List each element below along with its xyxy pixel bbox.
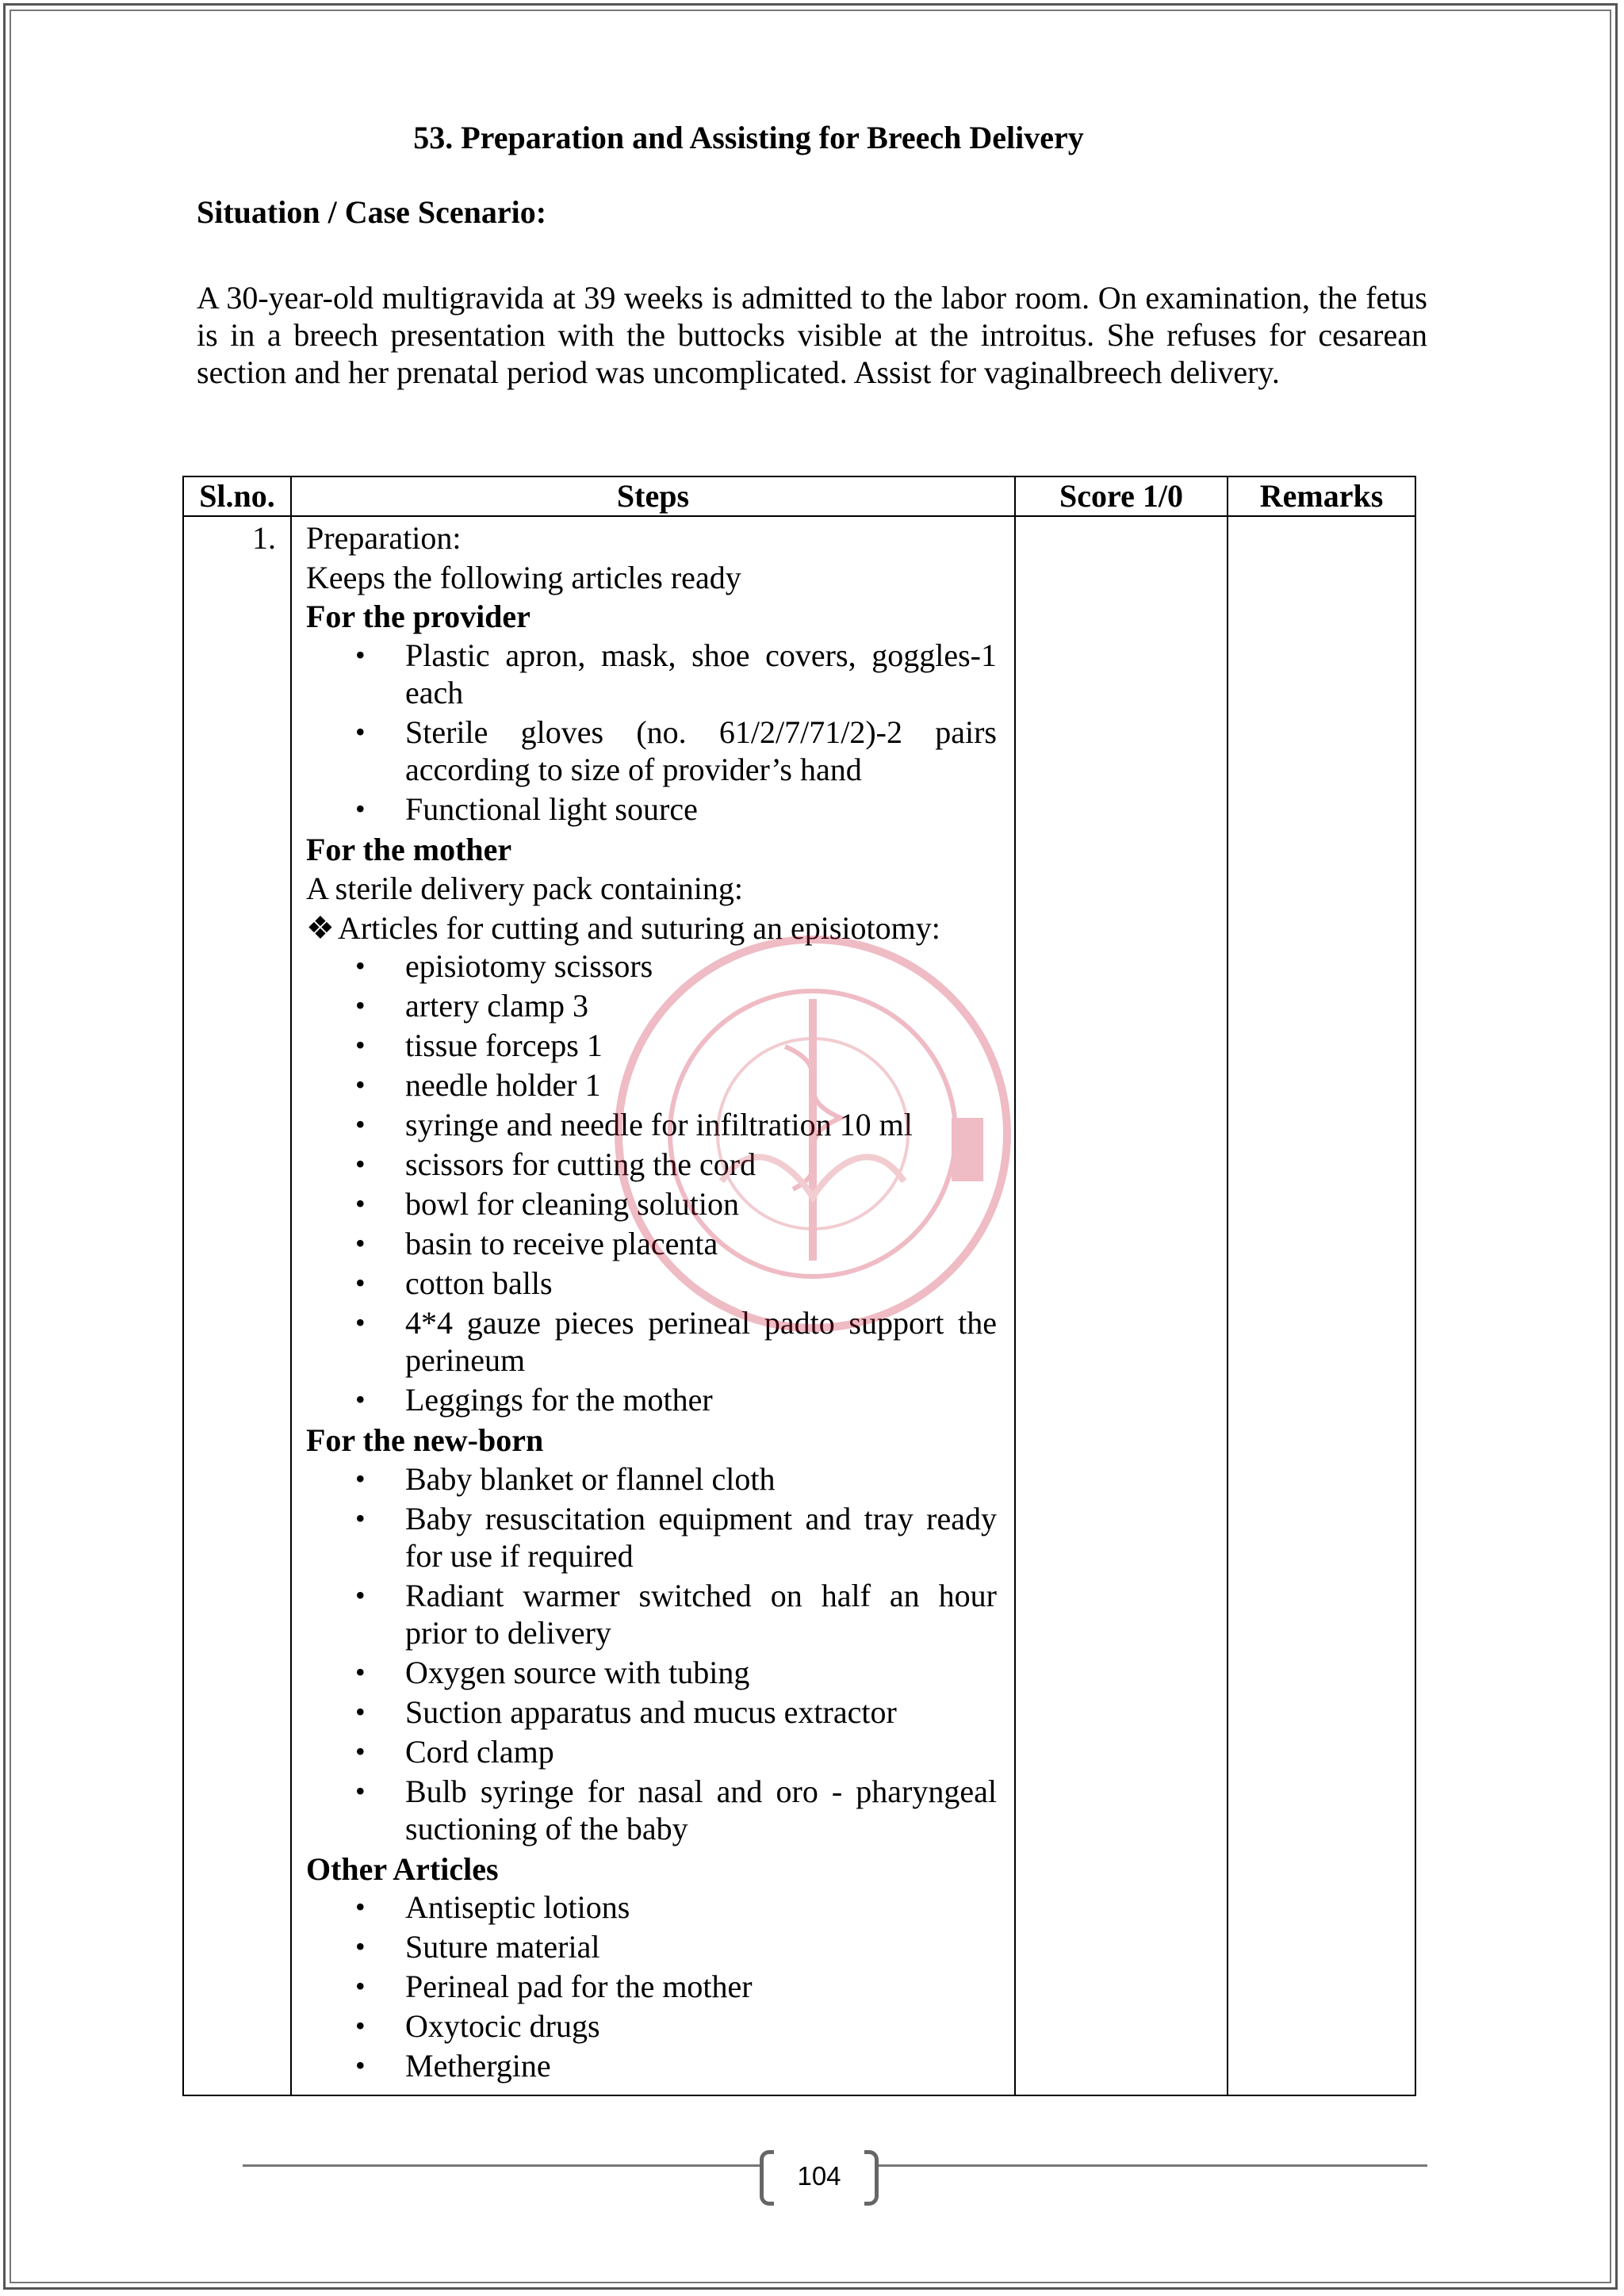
row-score — [1015, 516, 1228, 2095]
row-steps — [291, 516, 1015, 2095]
bullet-icon: • — [355, 950, 366, 982]
list-item-text: Oxygen source with tubing — [405, 1654, 750, 1690]
list-item — [306, 1500, 997, 1575]
list-item-text: scissors for cutting the cord — [405, 1146, 756, 1182]
table-row — [183, 516, 1415, 2095]
list-item-text: bowl for cleaning solution — [405, 1186, 740, 1222]
bullet-icon: • — [355, 1462, 366, 1494]
list-item-text: episiotomy scissors — [405, 948, 653, 984]
list-item — [306, 714, 997, 788]
preparation-label: Preparation: — [306, 520, 462, 556]
bullet-icon: • — [355, 1227, 366, 1259]
delivery-pack-text: A sterile delivery pack containing: — [306, 871, 743, 906]
list-item-text: 4*4 gauze pieces perineal padto support the perineum — [405, 1305, 997, 1378]
list-item-text: Functional light source — [405, 790, 698, 827]
episiotomy-text: Articles for cutting and suturing an episiotomy: — [338, 909, 940, 946]
bullet-icon: • — [355, 792, 366, 825]
list-item — [306, 1888, 997, 1926]
mother-list — [306, 947, 997, 1418]
bullet-icon: • — [355, 1735, 366, 1767]
list-item — [306, 1106, 997, 1143]
header-steps: Steps — [291, 476, 1015, 516]
list-item-text: Plastic apron, mask, shoe covers, goggles-1 each — [405, 637, 997, 710]
bullet-icon: • — [355, 2049, 366, 2081]
list-item — [306, 1773, 997, 1847]
list-item — [306, 1654, 997, 1691]
list-item — [306, 2007, 997, 2045]
list-item — [306, 1265, 997, 1302]
mother-heading: For the mother — [306, 831, 512, 867]
bullet-icon: • — [355, 1578, 366, 1611]
list-item — [306, 947, 997, 985]
other-articles-list — [306, 1888, 997, 2084]
list-item — [306, 1146, 997, 1183]
list-item-text: syringe and needle for infiltration 10 ml — [405, 1107, 913, 1142]
table-header-row — [183, 476, 1415, 516]
page-number-bracket-left — [760, 2150, 774, 2206]
footer-rule-left — [243, 2164, 760, 2167]
list-item — [306, 1381, 997, 1418]
bullet-icon: • — [355, 1108, 366, 1140]
bullet-icon: • — [355, 1307, 366, 1338]
bullet-icon: • — [355, 1970, 366, 2002]
bullet-icon: • — [355, 715, 366, 748]
row-slno: 1. — [183, 516, 291, 2095]
bullet-icon: • — [355, 1931, 366, 1962]
bullet-icon: • — [355, 638, 366, 671]
bullet-icon: • — [355, 1655, 366, 1688]
list-item-text: Oxytocic drugs — [405, 2008, 600, 2044]
other-articles-heading: Other Articles — [306, 1850, 499, 1887]
list-item-text: Suction apparatus and mucus extractor — [405, 1693, 897, 1730]
header-score: Score 1/0 — [1015, 476, 1228, 516]
list-item — [306, 790, 997, 828]
newborn-heading: For the new-born — [306, 1422, 544, 1458]
list-item-text: basin to receive placenta — [405, 1226, 718, 1261]
list-item — [306, 1693, 997, 1731]
bullet-icon: • — [355, 1383, 366, 1415]
page-number: 104 — [797, 2161, 841, 2191]
footer-rule-right — [879, 2164, 1427, 2167]
keeps-articles-text: Keeps the following articles ready — [306, 559, 741, 595]
list-item-text: Cord clamp — [405, 1733, 554, 1770]
list-item — [306, 1460, 997, 1498]
row-remarks — [1228, 516, 1415, 2095]
list-item-text: Methergine — [405, 2048, 551, 2084]
list-item-text: Bulb syringe for nasal and oro - pharyngeal suctioning of the baby — [405, 1773, 997, 1846]
page-number-bracket-right — [864, 2150, 879, 2206]
list-item — [306, 637, 997, 711]
bullet-icon: • — [355, 1774, 366, 1807]
list-item-text: Antiseptic lotions — [405, 1889, 630, 1925]
list-item — [306, 987, 997, 1024]
list-item — [306, 1066, 997, 1104]
list-item-text: needle holder 1 — [405, 1067, 601, 1103]
list-item — [306, 1968, 997, 2005]
list-item-text: Radiant warmer switched on half an hour prior to delivery — [405, 1577, 997, 1651]
steps-table — [182, 476, 1416, 2096]
list-item-text: Baby resuscitation equipment and tray ready for use if required — [405, 1500, 997, 1574]
bullet-icon: • — [355, 1069, 366, 1100]
list-item-text: Perineal pad for the mother — [405, 1969, 753, 2004]
list-item-text: artery clamp 3 — [405, 988, 588, 1024]
list-item-text: Suture material — [405, 1929, 600, 1965]
list-item — [306, 1304, 997, 1379]
bullet-icon: • — [355, 1148, 366, 1180]
bullet-icon: • — [355, 1029, 366, 1061]
list-item-text: Baby blanket or flannel cloth — [405, 1460, 776, 1497]
bullet-icon: • — [355, 1267, 366, 1299]
diamond-icon: ❖ — [306, 909, 335, 946]
header-remarks: Remarks — [1228, 476, 1415, 516]
episiotomy-line — [306, 909, 997, 948]
scenario-heading: Situation / Case Scenario: — [197, 194, 547, 230]
bullet-icon: • — [355, 989, 366, 1021]
list-item-text: Leggings for the mother — [405, 1382, 713, 1418]
list-item — [306, 2047, 997, 2084]
newborn-list — [306, 1460, 997, 1847]
bullet-icon: • — [355, 1695, 366, 1728]
bullet-icon: • — [355, 1502, 366, 1534]
page-title-text: 53. Preparation and Assisting for Breech Delivery — [413, 120, 1084, 155]
bullet-icon: • — [355, 1188, 366, 1219]
page-title — [0, 119, 1624, 156]
list-item-text: tissue forceps 1 — [405, 1027, 603, 1063]
scenario-text: A 30-year-old multigravida at 39 weeks is admitted to the labor room. On examination, the fetus is in a breech presentation with the buttocks visible at the introitus. She refuses for cesarean section and her prenatal period was uncomplicated. Assist for vaginalbreech delivery. — [197, 280, 1427, 390]
bullet-icon: • — [355, 2010, 366, 2042]
list-item — [306, 1577, 997, 1651]
list-item — [306, 1185, 997, 1223]
list-item — [306, 1733, 997, 1770]
provider-heading: For the provider — [306, 599, 530, 634]
bullet-icon: • — [355, 1891, 366, 1923]
list-item — [306, 1225, 997, 1262]
provider-list — [306, 637, 997, 828]
list-item-text: Sterile gloves (no. 61/2/7/71/2)-2 pairs according to size of provider’s hand — [405, 714, 997, 787]
list-item — [306, 1027, 997, 1064]
list-item — [306, 1928, 997, 1965]
header-slno: Sl.no. — [183, 476, 291, 516]
list-item-text: cotton balls — [405, 1265, 553, 1301]
